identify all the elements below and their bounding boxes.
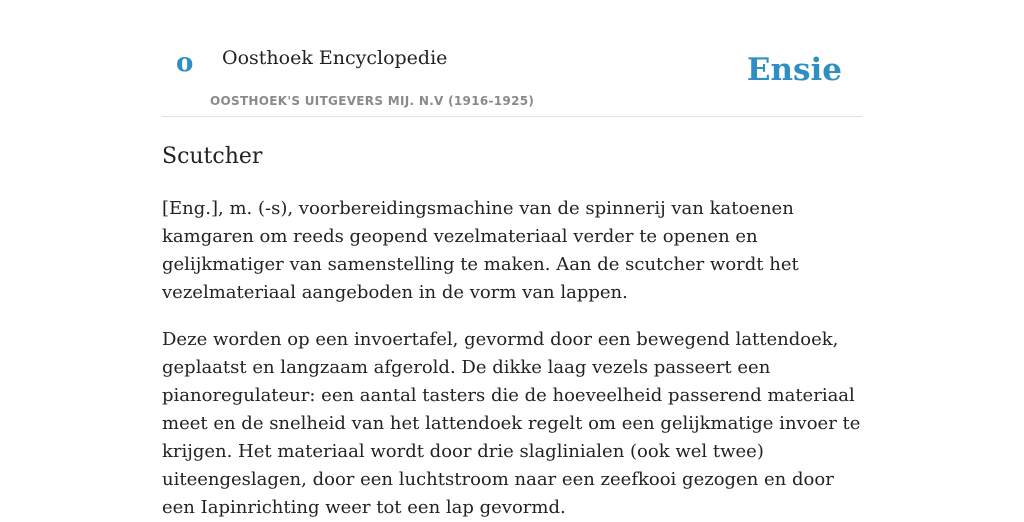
entry-paragraph: [Eng.], m. (-s), voorbereidingsmachine van de spinnerij van katoenen kamgaren om reeds geopend vezelmateriaal verder te openen en gelijkmatiger van samenstelling te maken. Aan de scutcher wordt het vezelmateriaal aangeboden in de vorm van lappen. bbox=[162, 198, 799, 303]
book-logo[interactable]: o bbox=[176, 48, 194, 78]
page bbox=[162, 0, 862, 522]
entry-body bbox=[162, 195, 862, 522]
book-title-link[interactable]: Oosthoek Encyclopedie bbox=[222, 47, 448, 69]
publisher-subtitle: OOSTHOEK'S UITGEVERS MIJ. N.V (1916-1925) bbox=[210, 94, 535, 108]
site-header bbox=[162, 0, 862, 117]
ensie-home-link[interactable]: Ensie bbox=[746, 52, 842, 88]
entry-paragraph: Deze worden op een invoertafel, gevormd door een bewegend lattendoek, geplaatst en langzaam afgerold. De dikke laag vezels passeert een pianoregulateur: een aantal tasters die de hoeveelheid passerend materiaal meet en de snelheid van het lattendoek regelt om een gelijkmatige invoer te krijgen. Het materiaal wordt door drie slaglinialen (ook wel twee) uiteengeslagen, door een luchtstroom naar een zeefkooi gezogen en door een Iapinrichting weer tot een lap gevormd. bbox=[162, 329, 861, 518]
entry-title: Scutcher bbox=[162, 144, 263, 169]
